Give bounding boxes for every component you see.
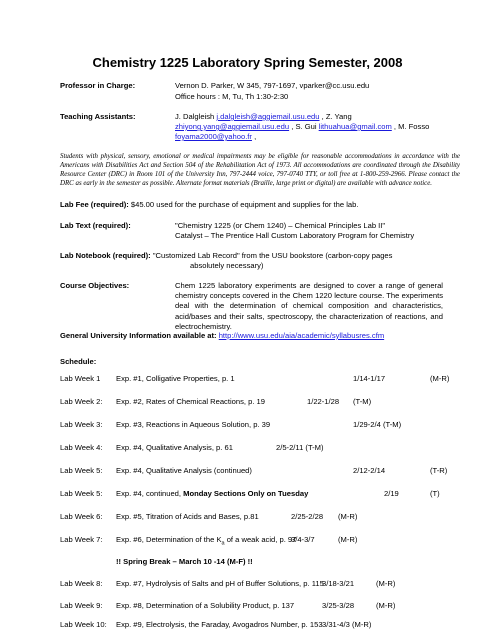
schedule-row-exp: Exp. #7, Hydrolysis of Salts and pH of Buffer Solutions, p. 115 xyxy=(116,579,324,588)
schedule-row-days: (M-R) xyxy=(338,512,358,521)
ta-line-1 xyxy=(175,112,352,121)
schedule-row-exp: Exp. #4, Qualitative Analysis (continued) xyxy=(116,466,252,475)
ta-name: , Z. Yang xyxy=(319,112,352,121)
schedule-row-exp: Exp. #3, Reactions in Aqueous Solution, p. 39 xyxy=(116,420,271,429)
schedule-row-dates: 2/19 xyxy=(384,489,399,498)
schedule-row-exp: Exp. #2, Rates of Chemical Reactions, p. 19 xyxy=(116,397,265,406)
ta-email-link[interactable]: foyama2000@yahoo.fr xyxy=(175,132,252,141)
schedule-row-dates: 2/25-2/28 xyxy=(291,512,324,521)
schedule-row-days: (T-M) xyxy=(353,397,372,406)
lab-fee xyxy=(60,200,358,209)
lab-notebook-text: "Customized Lab Record" from the USU bookstore (carbon-copy pages xyxy=(150,251,393,260)
accessibility-notice: Students with physical, sensory, emotional or medical impairments may be eligible for reasonable accommodations in accordance with the Americans with Disabilities Act and Section 504 of the Rehabilitation Act of 1973. All accommodations are coordinated through the Disability Resource Center (DRC) in Room 101 of the University Inn, 797-2444 voice, 797-0740 TTY, or toll free at 1-800-259-2966. Please contact the DRC as early in the semester as possible. Alternate format materials (Braille, large print or digital) are available with advance notice. xyxy=(60,153,460,187)
schedule-row-week: Lab Week 8: xyxy=(60,579,103,588)
ta-label: Teaching Assistants: xyxy=(60,112,136,121)
professor-info: Vernon D. Parker, W 345, 797-1697, vparker@cc.usu.edu xyxy=(175,81,370,90)
schedule-row-dates: 1/22-1/28 xyxy=(307,397,340,406)
schedule-row-days: (T) xyxy=(430,489,440,498)
schedule-row-days: (M-R) xyxy=(430,374,450,383)
schedule-row-days: (M-R) xyxy=(338,535,358,544)
ta-name: , M. Fosso xyxy=(391,122,430,131)
schedule-row-dates: 3/31-4/3 (M-R) xyxy=(322,620,372,629)
schedule-row-week: Lab Week 7: xyxy=(60,535,103,544)
lab-notebook xyxy=(60,251,392,260)
monday-note: Monday Sections Only on Tuesday xyxy=(183,489,309,498)
schedule-row-week: Lab Week 3: xyxy=(60,420,103,429)
page-title: Chemistry 1225 Laboratory Spring Semester, 2008 xyxy=(92,55,403,70)
lab-text-label: Lab Text (required): xyxy=(60,221,131,230)
ta-line-3: foyama2000@yahoo.fr , xyxy=(175,132,257,141)
schedule-row-exp: Exp. #8, Determination of a Solubility Product, p. 137 xyxy=(116,601,295,610)
syllabus-link[interactable]: http://www.usu.edu/aia/academic/syllabusres.cfm xyxy=(218,331,385,340)
schedule-row-week: Lab Week 5: xyxy=(60,466,103,475)
schedule-row-week: Lab Week 10: xyxy=(60,620,107,629)
schedule-row-dates: 3/4-3/7 xyxy=(291,535,315,544)
schedule-label: Schedule: xyxy=(60,357,97,366)
ta-name: J. Dalgleish xyxy=(175,112,217,121)
schedule-row-dates: 2/12-2/14 xyxy=(353,466,386,475)
schedule-row-week: Lab Week 6: xyxy=(60,512,103,521)
schedule-row-dates: 1/14-1/17 xyxy=(353,374,386,383)
professor-label: Professor in Charge: xyxy=(60,81,136,90)
schedule-row-week: Lab Week 1 xyxy=(60,374,101,383)
schedule-row-days: (T-R) xyxy=(430,466,448,475)
spring-break-notice: !! Spring Break – March 10 -14 (M-F) !! xyxy=(116,557,253,566)
general-info-label: General University Information available at: xyxy=(60,331,217,340)
schedule-row-dates: 3/18-3/21 xyxy=(322,579,355,588)
schedule-row-week: Lab Week 5: xyxy=(60,489,103,498)
schedule-row-exp: Exp. #1, Colligative Properties, p. 1 xyxy=(116,374,235,383)
schedule-row-exp: Exp. #4, Qualitative Analysis, p. 61 xyxy=(116,443,233,452)
schedule-row-exp: Exp. #6, Determination of the $K_a$ of a weak acid, p. 97 xyxy=(116,535,297,547)
ta-email-link[interactable]: zhiyong.yang@aggiemail.usu.edu xyxy=(175,122,290,131)
schedule-row-week: Lab Week 9: xyxy=(60,601,103,610)
schedule-row-dates: 1/29-2/4 (T-M) xyxy=(353,420,402,429)
schedule-row-dates: 3/25-3/28 xyxy=(322,601,355,610)
schedule-row-dates: 2/5-2/11 (T-M) xyxy=(276,443,324,452)
lab-fee-text: $45.00 used for the purchase of equipment and supplies for the lab. xyxy=(128,200,359,209)
lab-notebook-label: Lab Notebook (required): xyxy=(60,251,151,260)
lab-text-title: "Chemistry 1225 (or Chem 1240) – Chemical Principles Lab II" xyxy=(175,221,386,230)
general-info xyxy=(60,331,384,340)
schedule-row-exp: Exp. #9, Electrolysis, the Faraday, Avogadros Number, p. 153 xyxy=(116,620,323,629)
ta-name: , S. Gui xyxy=(289,122,319,131)
ta-line-2 xyxy=(175,122,429,131)
lab-text-catalyst: Catalyst – The Prentice Hall Custom Laboratory Program for Chemistry xyxy=(175,231,415,240)
lab-notebook-text-2: absolutely necessary) xyxy=(190,261,264,270)
schedule-row-week: Lab Week 4: xyxy=(60,443,103,452)
schedule-row-exp: Exp. #4, continued, Monday Sections Only on Tuesday xyxy=(116,489,309,498)
schedule-row-exp: Exp. #5, Titration of Acids and Bases, p.81 xyxy=(116,512,259,521)
ta-email-link[interactable]: lithuahua@gmail.com xyxy=(318,122,392,131)
schedule-row-week: Lab Week 2: xyxy=(60,397,103,406)
schedule-row-days: (M-R) xyxy=(376,601,396,610)
lab-fee-label: Lab Fee (required): xyxy=(60,200,129,209)
schedule-row-days: (M-R) xyxy=(376,579,396,588)
objectives-text: Chem 1225 laboratory experiments are designed to cover a range of general chemistry concepts covered in the Chem 1220 lecture course. The experiments deal with the determination of chemical composition and characteristics, acid/bases and their salts, spectroscopy, the characterization of reactions, and electrochemistry. xyxy=(175,281,443,331)
office-hours: Office hours : M, Tu, Th 1:30-2:30 xyxy=(175,92,289,101)
objectives-label: Course Objectives: xyxy=(60,281,130,290)
ta-email-link[interactable]: j.dalgleish@aggiemail.usu.edu xyxy=(216,112,320,121)
